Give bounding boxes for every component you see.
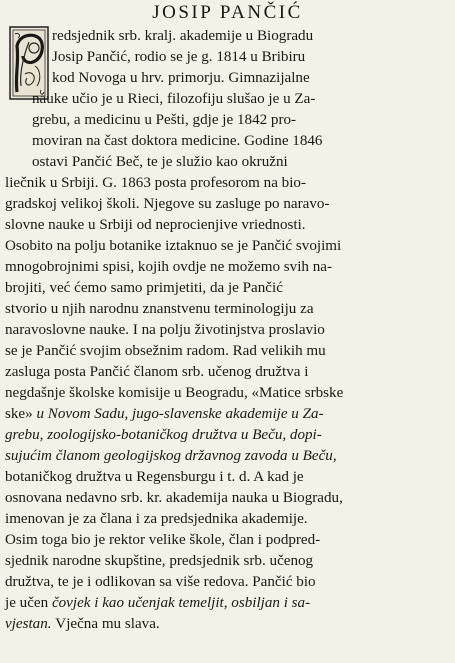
text-line: osnovana nedavno srb. kr. akademija nauka u Biogradu, bbox=[5, 490, 343, 506]
text-line: družtva, te je i odlikovan sa više redova. Pančić bio bbox=[5, 574, 316, 590]
text-line: Josip Pančić, rodio se je g. 1814 u Bribiru bbox=[52, 49, 306, 65]
text-line: grebu, zoologijsko-botaničkog družtva u Beču, dopi- bbox=[5, 427, 322, 443]
text-line: moviran na čast doktora medicine. Godine 1846 bbox=[32, 133, 323, 149]
text-line: zasluga posta Pančić članom srb. učenog družtva i bbox=[5, 364, 309, 380]
text-line: se je Pančić svojim obsežnim radom. Rad velikih mu bbox=[5, 343, 326, 359]
text-line: redsjednik srb. kralj. akademije u Biogradu bbox=[52, 28, 314, 44]
text-line: gradskoj velikoj školi. Njegove su zasluge po naravo- bbox=[5, 196, 330, 212]
text-line: liečnik u Srbiji. G. 1863 posta profesorom na bio- bbox=[5, 175, 306, 191]
text-line: je učen čovjek i kao učenjak temeljit, osbiljan i sa- bbox=[5, 595, 311, 611]
text-line: nauke učio je u Rieci, filozofiju slušao je u Za- bbox=[32, 91, 316, 107]
text-line: vjestan. Vječna mu slava. bbox=[5, 616, 160, 632]
text-line: Osim toga bio je rektor velike škole, član i podpred- bbox=[5, 532, 321, 548]
text-line: kod Novoga u hrv. primorju. Gimnazijalne bbox=[52, 70, 310, 86]
text-line: ostavi Pančić Beč, te je služio kao okružni bbox=[32, 154, 288, 170]
text-line: slovne nauke u Srbiji od neprocienjive vriednosti. bbox=[5, 217, 306, 233]
page-title: JOSIP PANČIĆ bbox=[152, 2, 303, 23]
text-line: skе» u Novom Sadu, jugo-slavenske akademije u Za- bbox=[5, 406, 324, 422]
text-line: sujućim članom geologijskog državnog zavoda u Beču, bbox=[5, 448, 337, 464]
text-line: mnogobrojnimi spisi, kojih ovdje ne možemo svih na- bbox=[5, 259, 332, 275]
text-line: negdašnje školske komisije u Beogradu, «Matice srbske bbox=[5, 385, 344, 401]
text-line: grebu, a medicinu u Pešti, gdje je 1842 pro- bbox=[32, 112, 297, 128]
text-line: stvorio u njih narodnu znanstvenu terminologiju za bbox=[5, 301, 314, 317]
text-line: sjednik narodne skupštine, predsjednik srb. učenog bbox=[5, 553, 314, 569]
text-line: Osobito na polju botanike iztaknuo se je Pančić svojimi bbox=[5, 238, 342, 254]
text-line: botaničkog družtva u Regensburgu i t. d. A kad je bbox=[5, 469, 304, 485]
text-line: naravoslovne nauke. I na polju životinjstva proslavio bbox=[5, 322, 325, 338]
text-line: brojiti, već ćemo samo primjetiti, da je Pančić bbox=[5, 280, 283, 296]
text-line: imenovan je za člana i za predsjednika akademije. bbox=[5, 511, 308, 527]
